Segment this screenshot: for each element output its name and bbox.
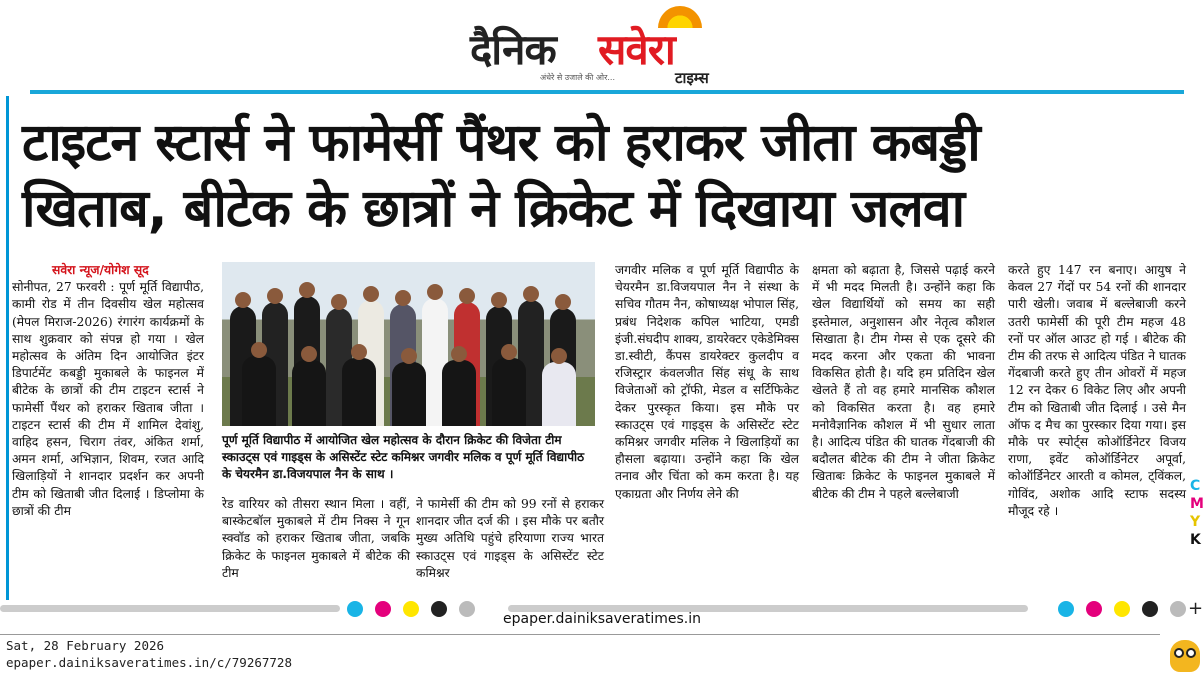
article-column-2: रेड वारियर को तीसरा स्थान मिला । वहीं, बास्केटबॉल मुकाबले में टीम निक्स ने गून स्क्वॉड को हराकर खिताब जीता, जबकि क्रिकेट के फाइनल मुकाबले में बीटेक की टीम	[222, 497, 410, 580]
cmyk-k: K	[1190, 532, 1201, 548]
masthead-logo	[470, 6, 740, 86]
article-column-3: ने फामेर्सी की टीम को 99 रनों से हराकर शानदार जीत दर्ज की । इस मौके पर बतौर मुख्य अतिथि पहुंचे हरियाणा राज्य भारत स्काउट्स एवं गाइड्स के असिस्टेंट स्टेट कमिश्नर	[416, 497, 604, 580]
article-column-4: जगवीर मलिक व पूर्ण मूर्ति विद्यापीठ के चेयरमैन डा.विजयपाल नैन ने संस्था के सचिव गौतम नैन, कोषाध्यक्ष भोपाल सिंह, प्रबंध निदेशक कपिल भाटिया, एमडी इंजी.संघदीप शाक्य, डायरेक्टर एकेडेमिक्स डा.स्वीटी, कैंपस डायरेक्टर कुलदीप व रजिस्ट्रार कंवलजीत सिंह संधू के साथ विजेताओं को ट्रॉफी, मेडल व सर्टिफिकेट देकर पुरस्कृत किया। इस मौके पर स्काउट्स एवं गाइड्स के असिस्टेंट स्टेट कमिश्नर जगवीर मलिक ने खिलाड़ियों का हौसला बढ़ाया। उन्होंने कहा कि खेल तनाव और चिंता को कम करता है। यह एकाग्रता और निर्णय लेने की	[615, 263, 799, 501]
headline-line-2: खिताब, बीटेक के छात्रों ने क्रिकेट में दिखाया जलवा	[22, 179, 965, 239]
left-margin-rule	[6, 96, 9, 600]
logo-tagline: अंधेरे से उजाले की ओर...	[540, 73, 616, 82]
logo-times: टाइम्स	[675, 69, 709, 87]
headline	[22, 110, 1192, 242]
footer-link[interactable]: epaper.dainiksaveratimes.in/c/79267728	[6, 655, 292, 670]
epaper-url: epaper.dainiksaveratimes.in	[503, 611, 701, 627]
column-1-text: सोनीपत, 27 फरवरी : पूर्ण मूर्ति विद्यापीठ, कामी रोड में तीन दिवसीय खेल महोत्सव (मेपल मिराज-2026) रंगारंग कार्यक्रमों के साथ शुक्रवार को संपन्न हो गया । खेल महोत्सव के अंतिम दिन आयोजित इंटर डिपार्टमेंट कबड्डी मुकाबले के फाइनल में बीटेक के छात्रों की टीम टाइटन स्टार्स ने फामेर्सी पैंथर को हराकर खिताब जीता । टाइटन स्टार्स की टीम में शामिल देवांशु, वाहिद हसन, चिराग तंवर, अंकित शर्मा, अमन शर्मा, अभिज्ञान, शिवम, रजत आदि खिलाड़ियों ने शानदार प्रदर्शन कर अपनी टीम को खिताबी जीत दिलाई । डिप्लोमा के छात्रों की टीम	[12, 280, 204, 518]
byline: सवेरा न्यूज/योगेश सूद	[52, 263, 149, 277]
headline-line-1: टाइटन स्टार्स ने फामेर्सी पैंथर को हराकर जीता कबड्डी	[22, 113, 980, 173]
crosshair-icon: +	[1188, 598, 1204, 619]
header-rule	[30, 90, 1184, 94]
footer-rule	[0, 634, 1160, 635]
cmyk-c: C	[1190, 478, 1201, 494]
team-photo	[222, 262, 595, 426]
footer-date: Sat, 28 February 2026	[6, 638, 165, 653]
photo-caption: पूर्ण मूर्ति विद्यापीठ में आयोजित खेल महोत्सव के दौरान क्रिकेट की विजेता टीम स्काउट्स एवं गाइड्स के असिस्टेंट स्टेट कमिश्नर जगवीर मलिक व पूर्ण मूर्ति विद्यापीठ के चेयरमैन डा.विजयपाल नैन के साथ ।	[222, 433, 585, 481]
article-column-5: क्षमता को बढ़ाता है, जिससे पढ़ाई करने में भी मदद मिलती है। उन्होंने कहा कि खेल विद्यार्थियों को समय का सही इस्तेमाल, अनुशासन और नेतृत्व कौशल सिखाता है। टीम गेम्स से एक दूसरे की मदद करना और एकता की भावना विकसित होती है। यदि हम प्रतिदिन खेल खेलते हैं तो वह हमारे मानसिक कौशल को विकसित करता है। वह हमारे मनोवैज्ञानिक कौशल में भी सुधार लाता है। आदित्य पंडित की घातक गेंदबाजी की बदौलत बीटेक की टीम ने जीता क्रिकेट खिताबः क्रिकेट के फाइनल मुकाबले में बीटेक की टीम ने पहले बल्लेबाजी	[812, 263, 995, 501]
logo-dainik: दैनिक	[470, 25, 556, 74]
owl-icon[interactable]	[1170, 640, 1200, 672]
logo-savera: सवेरा	[598, 25, 675, 74]
article-column-6: करते हुए 147 रन बनाए। आयुष ने केवल 27 गेंदों पर 54 रनों की शानदार पारी खेली। जवाब में बल्लेबाजी करने उतरी फामेर्सी की पूरी टीम महज 48 रनों पर ऑल आउट हो गई । बीटेक की टीम की तरफ से आदित्य पंडित ने घातक गेंदबाजी करते हुए तीन ओवरों में महज 12 रन देकर 6 विकेट लिए और अपनी टीम को खिताबी जीत दिलाई । उसे मैन ऑफ द मैच का पुरस्कार दिया गया। इस मौके पर स्पोर्ट्स कोऑर्डिनेटर विजय राणा, इवेंट कोऑर्डिनेटर अपूर्वा, कोऑर्डिनेटर आरती व कोमल, ट्विंकल, गोविंद, अशोक आदि स्टाफ सदस्य मौजूद रहे ।	[1008, 263, 1186, 518]
article-column-1	[12, 262, 204, 520]
cmyk-y: Y	[1190, 514, 1201, 530]
cmyk-m: M	[1190, 496, 1204, 512]
